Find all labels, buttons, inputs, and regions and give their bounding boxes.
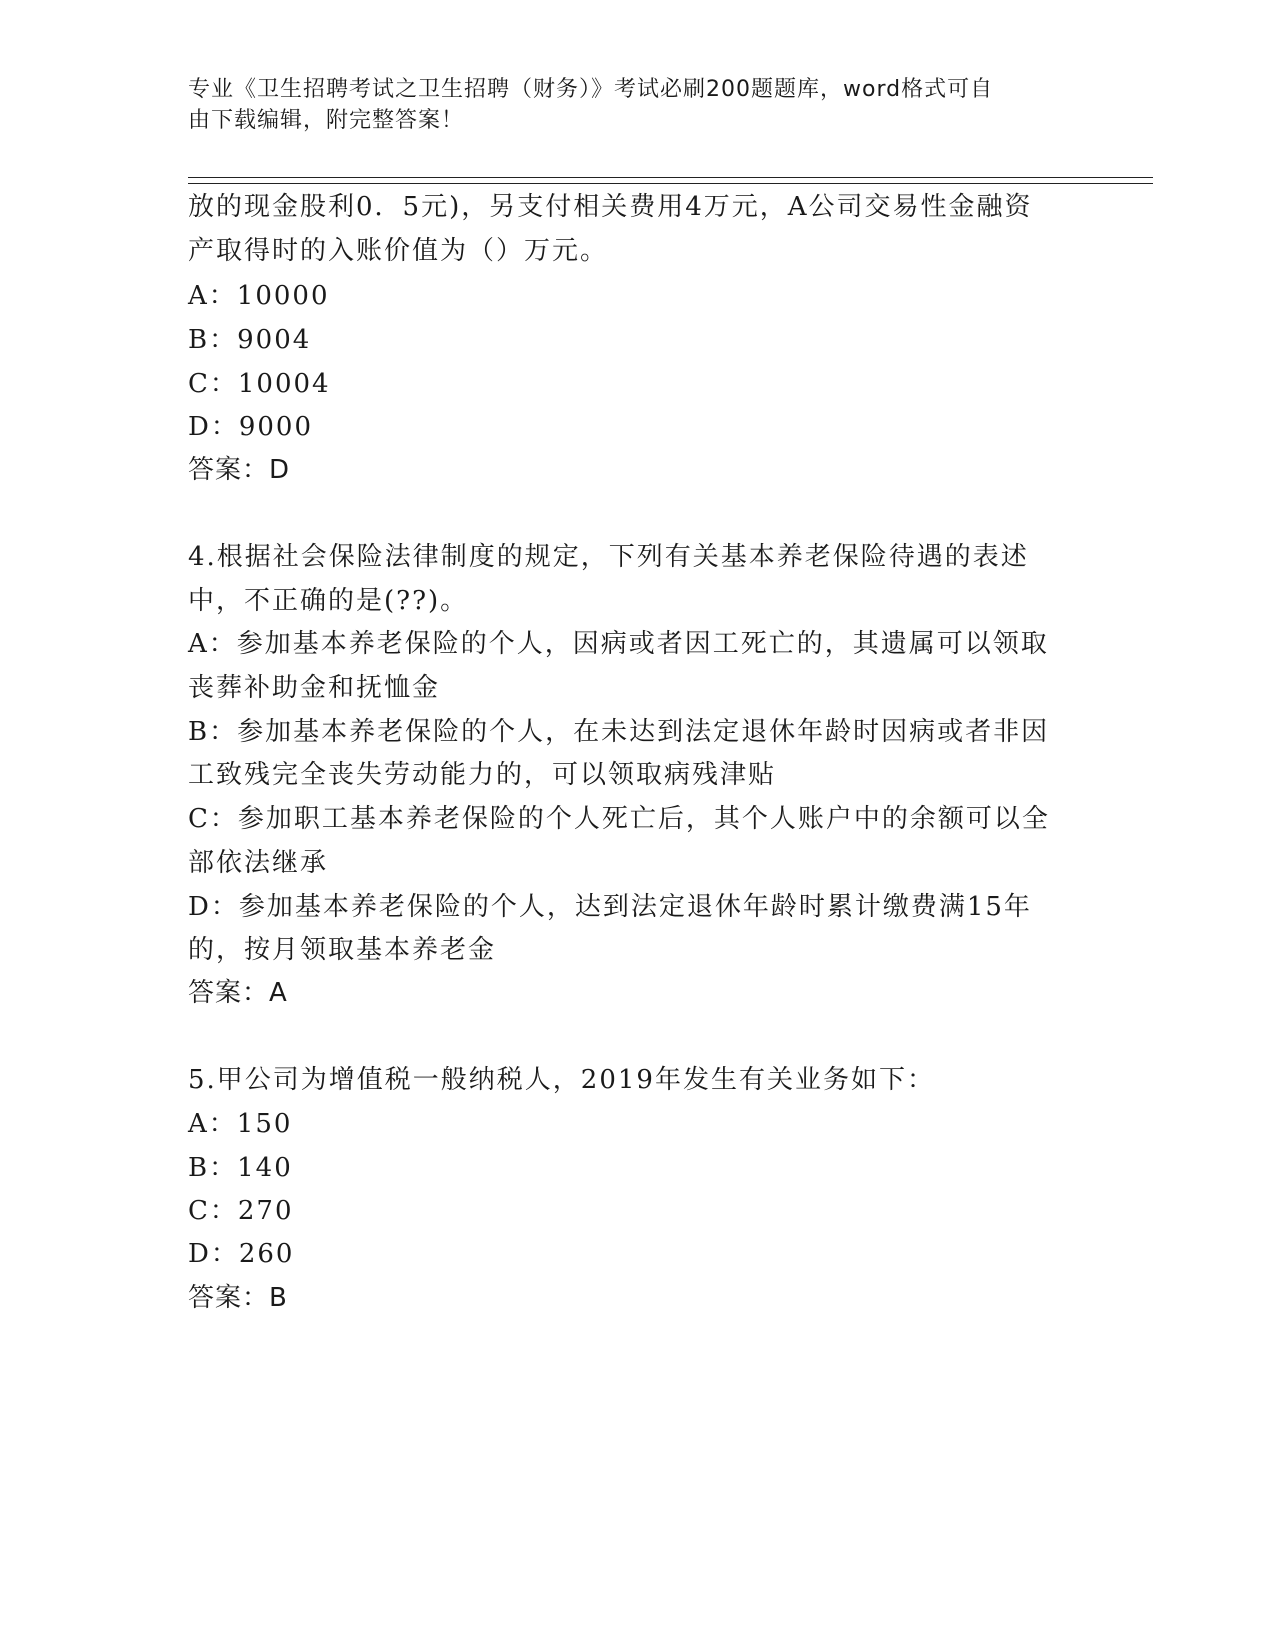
question-3-option-a: A：10000 <box>188 281 330 311</box>
page-header <box>188 74 1088 136</box>
question-5-answer: 答案：B <box>188 1283 288 1313</box>
question-3-stem-line-1: 放的现金股利0．5元)，另支付相关费用4万元，A公司交易性金融资 <box>188 192 1033 222</box>
question-4-stem-line-1: 4.根据社会保险法律制度的规定，下列有关基本养老保险待遇的表述 <box>188 542 1029 572</box>
question-4-option-a-line-2: 丧葬补助金和抚恤金 <box>188 673 441 703</box>
question-4-option-b-line-2: 工致残完全丧失劳动能力的，可以领取病残津贴 <box>188 760 777 790</box>
question-4-option-d-line-1: D：参加基本养老保险的个人，达到法定退休年龄时累计缴费满15年 <box>188 892 1032 922</box>
question-5-stem-line-1: 5.甲公司为增值税一般纳税人，2019年发生有关业务如下： <box>188 1065 935 1095</box>
question-4-option-d-line-2: 的，按月领取基本养老金 <box>188 935 497 965</box>
header-title-line-2: 由下载编辑，附完整答案！ <box>188 108 465 133</box>
question-4-option-b-line-1: B：参加基本养老保险的个人，在未达到法定退休年龄时因病或者非因 <box>188 717 1050 747</box>
question-3-answer: 答案：D <box>188 455 291 485</box>
header-divider-bottom <box>188 183 1153 184</box>
question-4-stem-line-2: 中，不正确的是(??)。 <box>188 586 469 616</box>
question-5-option-c: C：270 <box>188 1196 294 1226</box>
question-4-answer: 答案：A <box>188 978 288 1008</box>
question-3-stem-line-2: 产取得时的入账价值为（）万元。 <box>188 236 609 266</box>
question-3-option-d: D：9000 <box>188 412 314 442</box>
header-divider-top <box>188 177 1153 178</box>
question-5-option-b: B：140 <box>188 1153 293 1183</box>
question-5-option-d: D：260 <box>188 1239 295 1269</box>
question-3-option-b: B：9004 <box>188 325 312 355</box>
question-4-option-a-line-1: A：参加基本养老保险的个人，因病或者因工死亡的，其遗属可以领取 <box>188 629 1049 659</box>
header-title-line-1: 专业《卫生招聘考试之卫生招聘（财务）》考试必刷200题题库，word格式可自 <box>188 77 994 102</box>
question-4-option-c-line-1: C：参加职工基本养老保险的个人死亡后，其个人账户中的余额可以全 <box>188 804 1050 834</box>
question-5-option-a: A：150 <box>188 1109 293 1139</box>
question-4-option-c-line-2: 部依法继承 <box>188 848 329 878</box>
question-3-option-c: C：10004 <box>188 369 331 399</box>
